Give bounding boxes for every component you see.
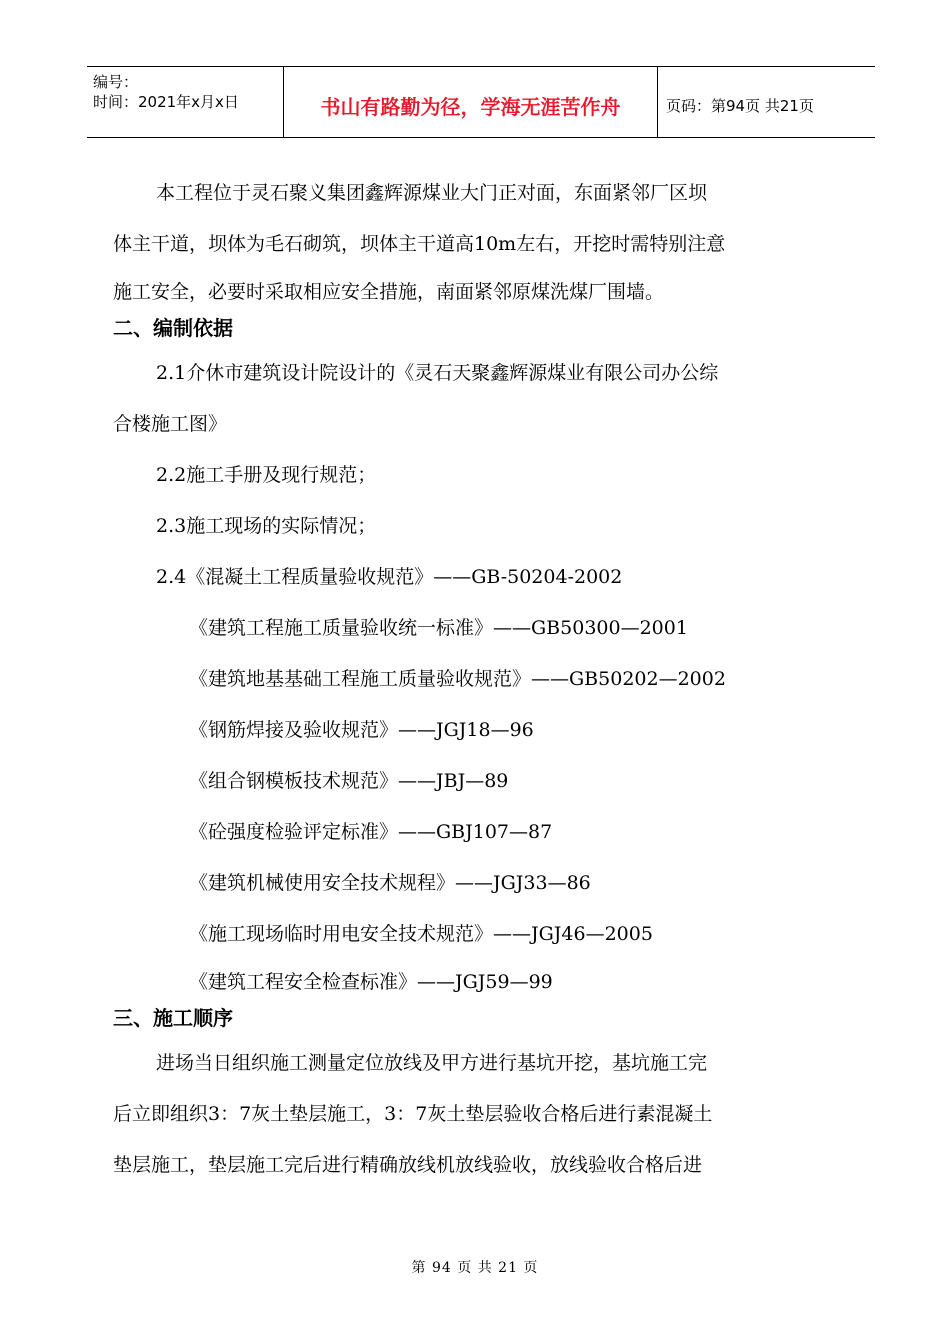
intro-line: 施工安全，必要时采取相应安全措施，南面紧邻原煤洗煤厂围墙。 <box>113 281 665 303</box>
standard-item: 《建筑地基基础工程施工质量验收规范》——GB50202—2002 <box>189 668 726 690</box>
intro-line: 本工程位于灵石聚义集团鑫辉源煤业大门正对面，东面紧邻厂区坝 <box>156 182 708 204</box>
sequence-line: 垫层施工，垫层施工完后进行精确放线机放线验收，放线验收合格后进 <box>113 1154 703 1176</box>
sequence-line: 进场当日组织施工测量定位放线及甲方进行基坑开挖，基坑施工完 <box>156 1052 708 1074</box>
standard-item: 《砼强度检验评定标准》——GBJ107—87 <box>189 821 553 843</box>
standard-item: 《建筑工程安全检查标准》——JGJ59—99 <box>189 971 553 993</box>
page-footer: 第 94 页 共 21 页 <box>411 1260 539 1276</box>
page-header <box>87 66 875 138</box>
standard-item: 《建筑机械使用安全技术规程》——JGJ33—86 <box>189 872 591 894</box>
intro-line: 体主干道，坝体为毛石砌筑，坝体主干道高10m左右，开挖时需特别注意 <box>113 233 726 255</box>
standard-item: 《建筑工程施工质量验收统一标准》——GB50300—2001 <box>189 617 688 639</box>
basis-line: 合楼施工图》 <box>113 413 228 435</box>
basis-line: 2.1介休市建筑设计院设计的《灵石天聚鑫辉源煤业有限公司办公综 <box>156 362 719 384</box>
header-meta <box>87 67 284 137</box>
basis-line: 2.3施工现场的实际情况； <box>156 515 377 537</box>
basis-line: 2.2施工手册及现行规范； <box>156 464 377 486</box>
document-body <box>113 168 843 1191</box>
section-heading-sequence: 三、施工顺序 <box>113 1006 233 1030</box>
standard-item: 《钢筋焊接及验收规范》——JGJ18—96 <box>189 719 534 741</box>
header-motto: 书山有路勤为径，学海无涯苦作舟 <box>284 67 658 137</box>
section-heading-basis: 二、编制依据 <box>113 316 233 340</box>
standard-item: 《施工现场临时用电安全技术规范》——JGJ46—2005 <box>189 923 653 945</box>
header-page-code: 页码：第94页 共21页 <box>666 96 814 115</box>
number-label: 编号： <box>93 73 139 91</box>
basis-line: 2.4《混凝土工程质量验收规范》——GB-50204-2002 <box>156 566 623 588</box>
sequence-line: 后立即组织3：7灰土垫层施工，3：7灰土垫层验收合格后进行素混凝土 <box>113 1103 713 1125</box>
standard-item: 《组合钢模板技术规范》——JBJ—89 <box>189 770 509 792</box>
time-label: 时间：2021年x月x日 <box>93 93 239 111</box>
